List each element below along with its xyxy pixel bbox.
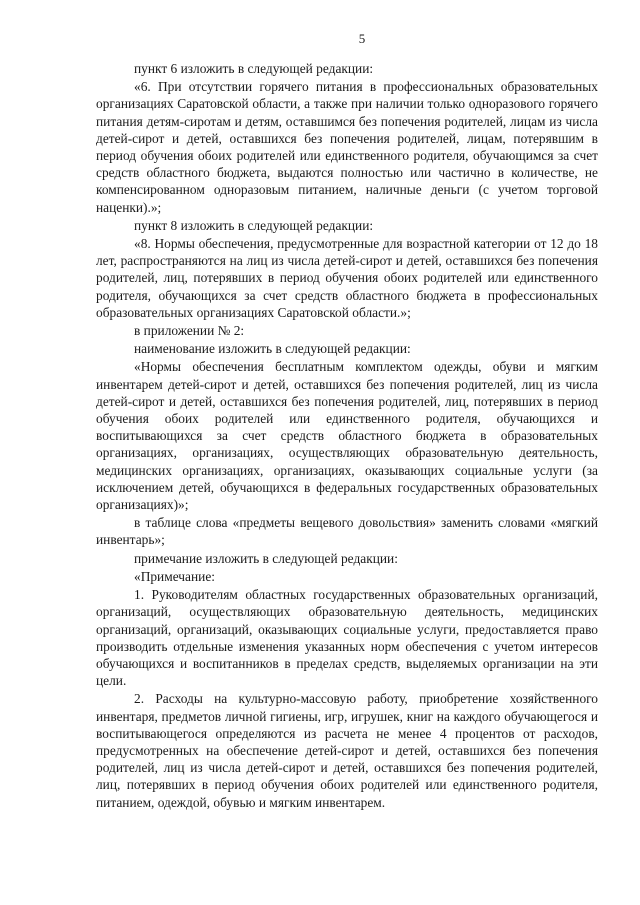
paragraph-8: в таблице слова «предметы вещевого довольствия» заменить словами «мягкий инвентарь»; bbox=[96, 515, 598, 548]
paragraph-12: 2. Расходы на культурно-массовую работу, приобретение хозяйственного инвентаря, предметов личной гигиены, игр, игрушек, книг на каждого обучающегося и воспитывающегося определяются из расчета не менее 4 процентов от расходов, предусмотренных на обеспечение детей-сирот и детей, оставшихся без попечения родителей, лиц из числа детей-сирот и детей, оставшихся без попечения родителей, лиц, потерявших в период обучения обоих родителей или единственного родителя, питанием, одеждой, обувью и мягким инвентарем. bbox=[96, 691, 598, 810]
page-number: 5 bbox=[358, 31, 366, 46]
paragraph-6: наименование изложить в следующей редакции: bbox=[134, 341, 411, 357]
paragraph-9: примечание изложить в следующей редакции: bbox=[134, 550, 398, 566]
paragraph-7: «Нормы обеспечения бесплатным комплектом одежды, обуви и мягким инвентарем детей-сирот и детей, оставшихся без попечения родителей, лиц из числа детей-сирот и детей, оставшихся без попечения родителей, лиц, потерявших в период обучения обоих родителей или единственного родителя, обучающихся и воспитывающихся за счет средств областного бюджета в образовательных организациях, организациях, осуществляющих образовательную деятельность, медицинских организациях, организациях, оказывающих социальные услуги (за исключением детей, обучающихся в федеральных государственных образовательных организациях)»; bbox=[96, 359, 598, 513]
paragraph-11: 1. Руководителям областных государственных образовательных организаций, организаций, осуществляющих образовательную деятельность, медицинских организаций, организаций, оказывающих социальные услуги, предоставляется право производить отдельные изменения указанных норм обеспечения с учетом интересов обучающихся и воспитанников в пределах средств, выделяемых организации на эти цели. bbox=[96, 587, 598, 689]
paragraph-3: пункт 8 изложить в следующей редакции: bbox=[134, 217, 374, 233]
paragraph-4: «8. Нормы обеспечения, предусмотренные для возрастной категории от 12 до 18 лет, распространяются на лиц из числа детей-сирот и детей, оставшихся без попечения родителей, лиц, потерявших в период обучения обоих родителей или единственного родителя, обучающихся за счет средств областного бюджета в профессиональных образовательных организациях Саратовской области.»; bbox=[96, 236, 598, 320]
paragraph-2: «6. При отсутствии горячего питания в профессиональных образовательных организациях Саратовской области, а также при наличии только одноразового горячего питания детям-сиротам и детям, оставшимся без попечения родителей, лицам из числа детей-сирот и детей, оставшихся без попечения родителей, лицам, потерявшим в период обучения обоих родителей или единственного родителя, обучающимся за счет средств областного бюджета, выдаются полностью или частично в количестве, не компенсированном одноразовым питанием, наличные деньги (с учетом торговой наценки).»; bbox=[96, 79, 598, 215]
paragraph-5: в приложении № 2: bbox=[134, 323, 245, 339]
paragraph-10: «Примечание: bbox=[134, 568, 215, 584]
paragraph-1: пункт 6 изложить в следующей редакции: bbox=[134, 61, 374, 76]
